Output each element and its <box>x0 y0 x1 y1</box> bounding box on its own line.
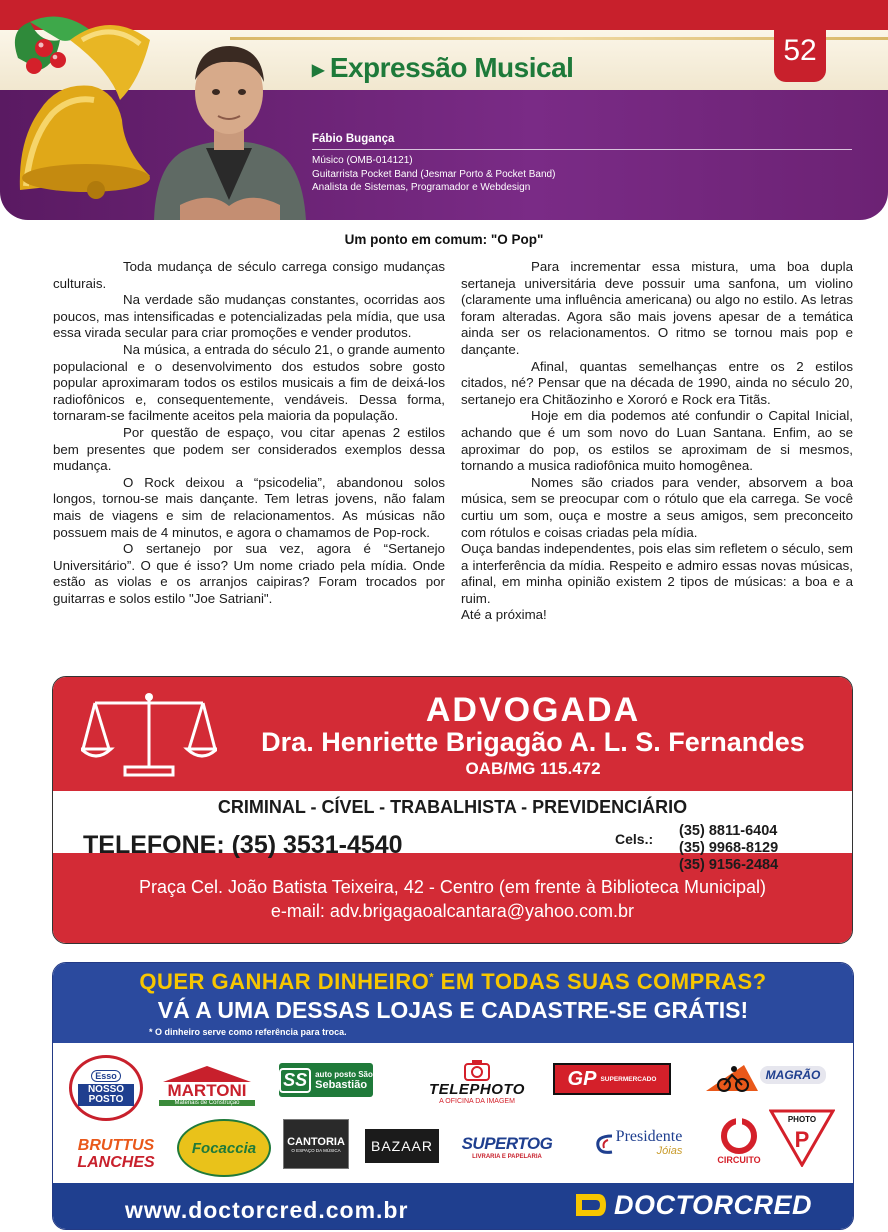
arrow-right-icon: ▶ <box>312 61 324 79</box>
article-paragraph: Afinal, quantas semelhanças entre os 2 estilos citados, né? Pensar que na década de 1990, ainda no século 20, sertanejo era Chitãozinho e Xororó e Rock era Titãs. <box>461 358 853 407</box>
author-credentials <box>312 154 555 195</box>
section-title <box>312 52 573 84</box>
doctorcred-mark-icon <box>574 1190 608 1220</box>
author-credential-line: Guitarrista Pocket Band (Jesmar Porto & Pocket Band) <box>312 168 556 180</box>
article-column-right <box>461 259 853 624</box>
article-column-left <box>53 259 445 607</box>
ad-headline-2: VÁ A UMA DESSAS LOJAS E CADASTRE-SE GRÁTIS! <box>157 997 749 1023</box>
article-signoff: Até a próxima! <box>461 607 547 623</box>
bruttus-lanches-logo: BRUTTUS LANCHES <box>77 1137 155 1171</box>
article-title: Um ponto em comum: "O Pop" <box>344 232 544 247</box>
magrao-logo: MAGRÃO <box>693 1055 837 1095</box>
article-paragraph: Nomes são criados para vender, absorvem a boa música, sem se preocupar com o rótulo que ela carrega. Se você curtiu um som, ouça e mostre a seus amigos, sem preconceito com rótulos e coisas criadas pela mídia. <box>461 474 853 540</box>
author-credential-line: Analista de Sistemas, Programador e Webdesign <box>312 182 531 193</box>
author-credential-line: Músico (OMB-014121) <box>312 155 413 166</box>
camera-icon <box>463 1059 491 1081</box>
gp-supermercado-logo: GP SUPERMERCADO <box>553 1063 671 1095</box>
supertog-logo: SUPERTOG LIVRARIA E PAPELARIA <box>461 1134 553 1160</box>
page-number: 52 <box>774 22 826 82</box>
scales-of-justice-icon <box>81 689 217 781</box>
ad-cell-number: (35) 9156-2484 <box>679 857 779 873</box>
doctorcred-brand-logo: DOCTORCRED <box>553 1185 833 1225</box>
telephoto-logo: TELEPHOTO A OFICINA DA IMAGEM <box>417 1053 537 1111</box>
bazaar-logo: BAZAAR <box>365 1129 439 1163</box>
article-paragraph: Na música, a entrada do século 21, o grande aumento populacional e o desenvolvimento dos estudos sobre gosto popular aproximaram todos os estilos musicais a fim de deixá-los radiofônicos e, consequentemente, vendáveis. Dessa forma, tornaram-se facilmente aceitos pela maioria da população. <box>53 341 445 424</box>
christmas-bell-icon <box>0 0 160 200</box>
ad-cell-numbers <box>679 823 778 874</box>
lawyer-advertisement <box>52 676 853 944</box>
ad-phone: TELEFONE: (35) 3531-4540 <box>83 831 403 859</box>
article-paragraph: Na verdade são mudanças constantes, ocorridas aos poucos, mas intensificadas e potencializadas pela mídia, que usa essa virada secular para criar promoções e vender produtos. <box>53 292 445 341</box>
ad-lawyer-name: Dra. Henriette Brigagão A. L. S. Fernandes <box>261 727 805 757</box>
cyclist-icon <box>704 1057 760 1093</box>
article-paragraph: Ouça bandas independentes, pois elas sim refletem o século, sem a interferência da mídia. Respeito e admiro essas novas músicas, afinal, em minha opinião existem 2 tipos de músicas: a boa e a ruim. <box>461 541 853 606</box>
ad-email: e-mail: adv.brigagaoalcantara@yahoo.com.br <box>270 901 635 921</box>
ad-address: Praça Cel. João Batista Teixeira, 42 - Centro (em frente à Biblioteca Municipal) <box>139 877 766 897</box>
article-paragraph: Hoje em dia podemos até confundir o Capital Inicial, achando que é um som novo do Luan Santana. Enfim, ao se aproximar do pop, os estilos se aproximam de si mesmos, tornando a musica radiofônica muito homogênea. <box>461 408 853 474</box>
circuito-logo: CIRCUITO <box>709 1111 769 1171</box>
doctorcred-url[interactable]: www.doctorcred.com.br <box>125 1197 409 1223</box>
author-photo <box>150 30 308 220</box>
ad-heading: ADVOGADA <box>425 691 641 729</box>
ad-cell-number: (35) 8811-6404 <box>679 823 778 839</box>
ad-cels-label: Cels.: <box>615 831 654 847</box>
article-paragraph: O Rock deixou a “psicodelia”, abandonou solos longos, tornou-se mais dançante. Tem letras jovens, não falam mais de viagens e sim de relacionamentos. As músicas não possuem mais de 4 minutos, e agora o chamamos de Pop-rock. <box>53 474 445 540</box>
photo-boutique-logo: PHOTO P <box>769 1109 835 1167</box>
martoni-logo: MARTONI Materiais de Construção <box>159 1061 255 1111</box>
author-name: Fábio Bugança <box>312 133 395 145</box>
cantoria-logo: CANTORIA O ESPAÇO DA MÚSICA <box>283 1119 349 1169</box>
author-divider <box>312 149 852 150</box>
focaccia-logo: Focaccia <box>177 1119 271 1177</box>
ad-practice-areas: CRIMINAL - CÍVEL - TRABALHISTA - PREVIDENCIÁRIO <box>217 797 688 817</box>
article-paragraph: Para incrementar essa mistura, uma boa dupla sertaneja universitária deve possuir uma sanfona, um violino (claramente uma influência americana) ou algo no estilo. As letras foram alteradas. Agora são mais jovens apesar de a temática ainda ser os relacionamentos. O ritmo se tornou mais pop e dançante. <box>461 259 853 357</box>
article-paragraph: Toda mudança de século carrega consigo mudanças culturais. <box>53 259 445 291</box>
nosso-posto-logo: Esso NOSSO POSTO <box>69 1055 143 1121</box>
ad-oab-number: OAB/MG 115.472 <box>465 759 601 778</box>
section-title-text: Expressão Musical <box>329 52 574 83</box>
auto-posto-sao-sebastiao-logo: SS auto posto São Sebastião <box>279 1063 373 1097</box>
article-paragraph: O sertanejo por sua vez, agora é “Sertanejo Universitário”. O que é isso? Um nome criado pela mídia. Onde estão as violas e os arranjos caipiras? Foram trocados por guitarras e solos estilo "Joe Satriani". <box>53 541 445 606</box>
article-paragraph: Por questão de espaço, vou citar apenas 2 estilos bem presentes que podem ser considerados exemplos dessa mudança. <box>53 424 445 474</box>
ad-footnote: * O dinheiro serve como referência para troca. <box>149 1027 347 1037</box>
doctorcred-advertisement <box>52 962 854 1230</box>
ad-headline-1: QUER GANHAR DINHEIRO* EM TODAS SUAS COMPRAS? <box>139 969 767 994</box>
ad-cell-number: (35) 9968-8129 <box>679 840 779 856</box>
circuito-ring-icon <box>719 1117 759 1155</box>
presidente-joias-logo: Presidente Jóias <box>573 1123 703 1165</box>
presidente-mark-icon <box>594 1132 616 1156</box>
